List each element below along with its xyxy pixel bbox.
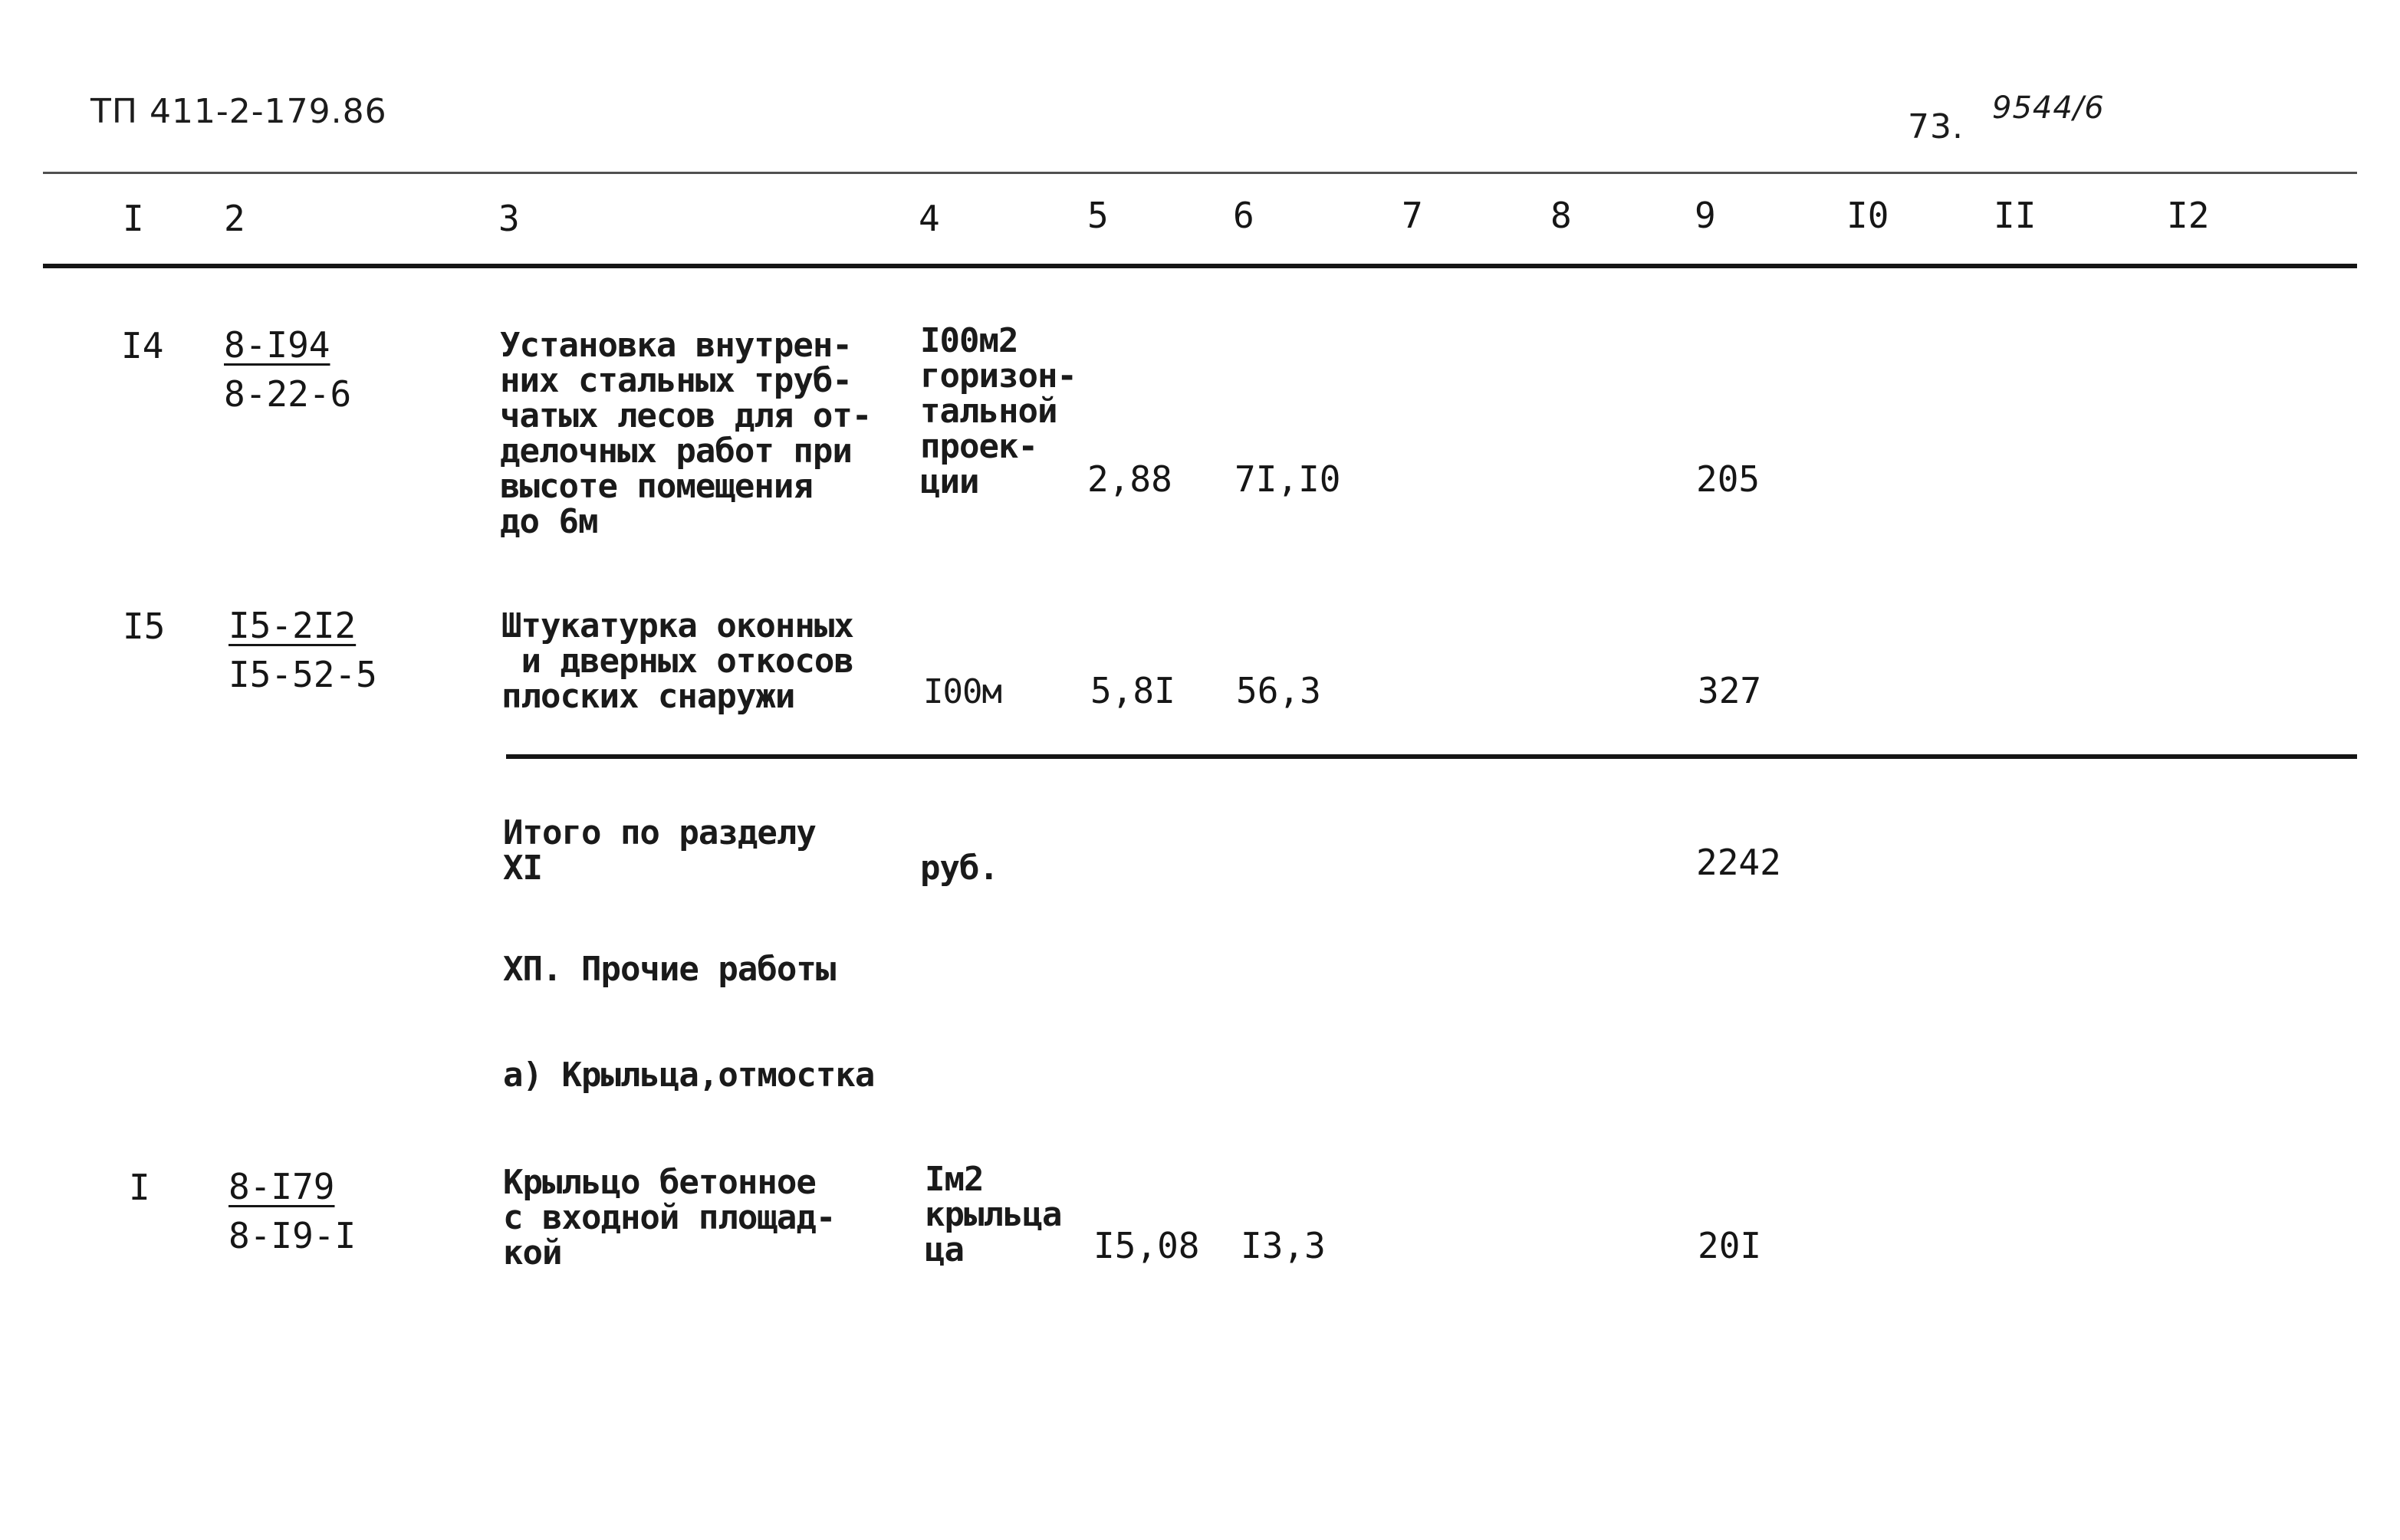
unit-line: тальной <box>920 392 1057 431</box>
description-line: Штукатурка оконных <box>501 606 853 645</box>
norm-code-secondary: 8-22-6 <box>224 373 352 415</box>
header-top-rule <box>43 172 2357 174</box>
row-number: I4 <box>121 325 164 366</box>
unit-of-measure: I00м <box>923 672 1001 711</box>
section-heading: XП. Прочие работы <box>503 950 836 989</box>
unit-line: крыльца <box>925 1195 1062 1234</box>
column-header-10: I0 <box>1846 195 1889 236</box>
unit-line: ции <box>920 462 979 501</box>
description-line: чатых лесов для от- <box>500 396 872 435</box>
subtotal-label <box>503 813 816 888</box>
norm-code-primary: 8-I79 <box>228 1166 335 1207</box>
row-number: I5 <box>123 606 166 647</box>
description-line: Крыльцо бетонное <box>503 1163 816 1202</box>
subsection-heading: а) Крыльца,отмостка <box>503 1056 875 1095</box>
norm-code-secondary: 8-I9-I <box>228 1215 357 1256</box>
row-number: I <box>129 1167 150 1208</box>
description-line: делочных работ при <box>500 432 852 471</box>
norm-code <box>228 601 377 699</box>
total-cost-value: 327 <box>1698 670 1762 711</box>
column-header-8: 8 <box>1550 195 1572 236</box>
description-line: высоте помещения <box>500 467 813 506</box>
header-bottom-rule <box>43 264 2357 268</box>
column-header-7: 7 <box>1402 195 1423 236</box>
unit-line: горизон- <box>920 356 1077 396</box>
column-header-2: 2 <box>224 198 245 239</box>
description-line: кой <box>503 1233 562 1272</box>
page-number: 73. <box>1908 107 1964 146</box>
norm-code <box>228 1162 356 1260</box>
column-header-3: 3 <box>498 198 520 239</box>
norm-code-primary: I5-2I2 <box>228 605 357 646</box>
unit-of-measure <box>920 323 1077 500</box>
norm-code-primary: 8-I94 <box>224 324 330 366</box>
sheet-code: 9544/6 <box>1992 90 2105 126</box>
column-header-9: 9 <box>1695 195 1716 236</box>
column-header-5: 5 <box>1087 195 1109 236</box>
description-line: и дверных откосов <box>501 642 853 681</box>
column-header-6: 6 <box>1233 195 1254 236</box>
work-description <box>500 328 871 540</box>
quantity-value: 5,8I <box>1090 670 1175 711</box>
column-header-12: I2 <box>2167 195 2210 236</box>
norm-code-secondary: I5-52-5 <box>228 654 377 695</box>
unit-line: I00м2 <box>920 321 1018 360</box>
unit-line: ца <box>925 1230 964 1269</box>
quantity-value: 2,88 <box>1087 458 1172 500</box>
description-line: до 6м <box>500 502 598 541</box>
unit-of-measure <box>925 1162 1061 1268</box>
column-header-11: II <box>1994 195 2037 236</box>
unit-line: проек- <box>920 427 1037 466</box>
description-line: Установка внутрен- <box>500 326 852 365</box>
subtotal-label-line: Итого по разделу <box>503 813 816 852</box>
subtotal-rule <box>506 754 2357 759</box>
description-line: них стальных труб- <box>500 361 852 400</box>
total-cost-value: 205 <box>1696 458 1761 500</box>
unit-cost-value: 56,3 <box>1236 670 1321 711</box>
unit-cost-value: I3,3 <box>1241 1225 1326 1266</box>
quantity-value: I5,08 <box>1093 1225 1200 1266</box>
norm-code <box>224 320 351 419</box>
subtotal-unit: руб. <box>920 849 998 888</box>
unit-cost-value: 7I,I0 <box>1235 458 1341 500</box>
description-line: с входной площад- <box>503 1198 836 1237</box>
total-cost-value: 20I <box>1698 1225 1762 1266</box>
unit-line: Iм2 <box>925 1160 984 1199</box>
document-code: ТП 411-2-179.86 <box>90 92 387 131</box>
column-header-4: 4 <box>919 198 940 239</box>
column-header-1: I <box>123 198 144 239</box>
work-description <box>503 1165 835 1271</box>
work-description <box>501 606 853 716</box>
subtotal-value: 2242 <box>1696 842 1781 883</box>
subtotal-label-line: XI <box>503 849 542 888</box>
description-line: плоских снаружи <box>501 677 795 716</box>
